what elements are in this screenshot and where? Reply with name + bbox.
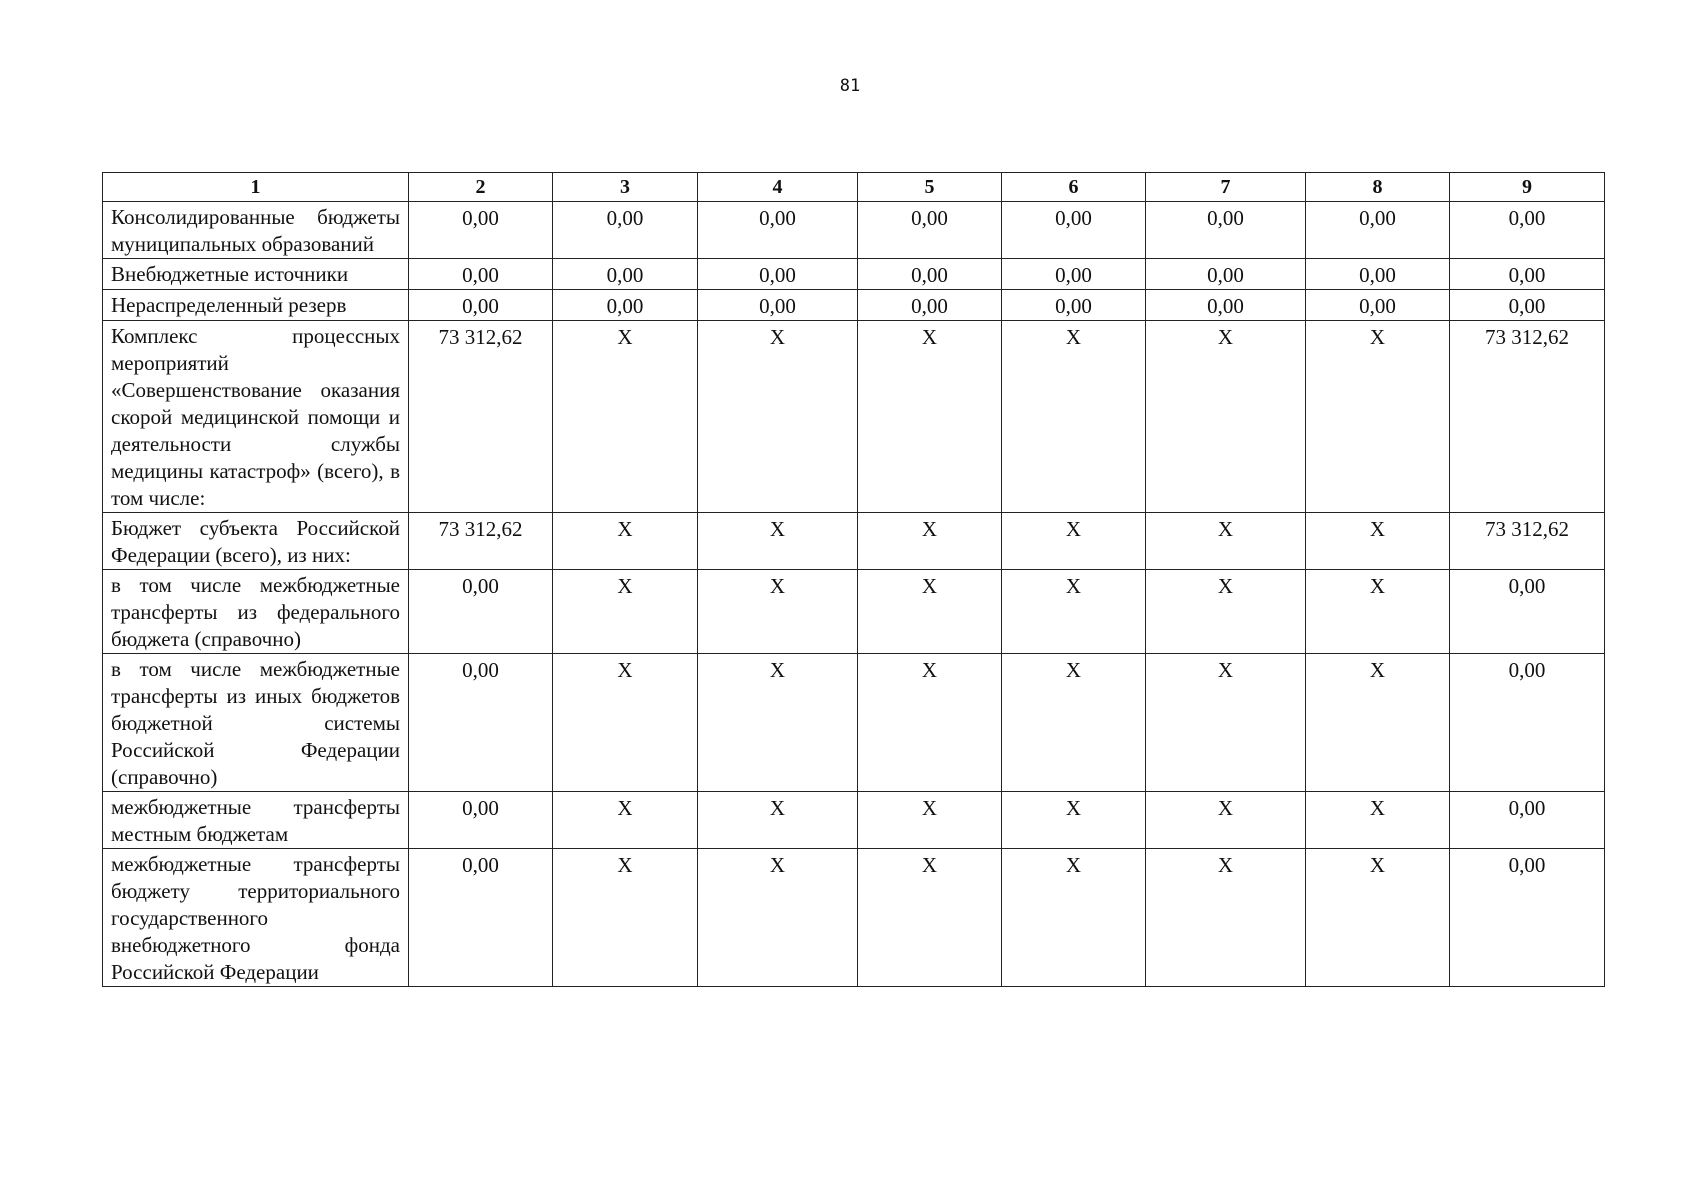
row-label: Нераспределенный резерв — [103, 290, 409, 321]
table-cell: 0,00 — [1450, 259, 1605, 290]
table-cell: X — [553, 654, 698, 792]
table-cell: X — [1306, 654, 1450, 792]
table-row — [103, 849, 1605, 987]
table-cell: X — [1002, 792, 1146, 849]
table-cell: X — [698, 321, 858, 513]
table-cell: X — [1306, 792, 1450, 849]
table-cell: X — [1002, 849, 1146, 987]
table-cell: X — [1002, 321, 1146, 513]
table-row — [103, 792, 1605, 849]
table-cell: 0,00 — [1450, 202, 1605, 259]
row-label: Консолидированные бюджеты муниципальных образований — [103, 202, 409, 259]
table-cell: 0,00 — [409, 202, 553, 259]
column-header: 8 — [1306, 173, 1450, 202]
table-cell: X — [553, 849, 698, 987]
column-header: 6 — [1002, 173, 1146, 202]
table-cell: 0,00 — [858, 290, 1002, 321]
table-cell: 0,00 — [698, 259, 858, 290]
table-cell: 0,00 — [1002, 290, 1146, 321]
table-cell: X — [858, 570, 1002, 654]
table-row — [103, 654, 1605, 792]
table-cell: X — [698, 570, 858, 654]
row-label: Внебюджетные источники — [103, 259, 409, 290]
table-cell: X — [858, 321, 1002, 513]
table-cell: X — [698, 654, 858, 792]
table-cell: X — [1306, 849, 1450, 987]
column-header: 9 — [1450, 173, 1605, 202]
table-cell: X — [1306, 513, 1450, 570]
row-label: в том числе межбюджетные трансферты из иных бюджетов бюджетной системы Российской Федерации (справочно) — [103, 654, 409, 792]
table-cell: X — [1146, 654, 1306, 792]
table-cell: 0,00 — [1450, 792, 1605, 849]
table-cell: 0,00 — [409, 290, 553, 321]
column-header: 7 — [1146, 173, 1306, 202]
column-header: 5 — [858, 173, 1002, 202]
table-cell: 0,00 — [553, 290, 698, 321]
table-row — [103, 513, 1605, 570]
table-cell: X — [553, 570, 698, 654]
table-cell: 73 312,62 — [1450, 513, 1605, 570]
table-cell: 0,00 — [553, 259, 698, 290]
row-label: межбюджетные трансферты местным бюджетам — [103, 792, 409, 849]
table-cell: 0,00 — [1306, 290, 1450, 321]
table-cell: 0,00 — [553, 202, 698, 259]
table-cell: 73 312,62 — [409, 513, 553, 570]
table-cell: X — [1002, 513, 1146, 570]
table-cell: 0,00 — [1002, 259, 1146, 290]
table-row — [103, 321, 1605, 513]
table-cell: X — [1306, 570, 1450, 654]
table-cell: X — [698, 513, 858, 570]
table-cell: X — [553, 321, 698, 513]
table-row — [103, 202, 1605, 259]
table-row — [103, 570, 1605, 654]
table-cell: 0,00 — [698, 202, 858, 259]
table-cell: X — [698, 849, 858, 987]
table-cell: X — [1002, 654, 1146, 792]
table-cell: 0,00 — [409, 654, 553, 792]
row-label: в том числе межбюджетные трансферты из федерального бюджета (справочно) — [103, 570, 409, 654]
column-header: 1 — [103, 173, 409, 202]
table-cell: 0,00 — [1450, 570, 1605, 654]
row-label: Бюджет субъекта Российской Федерации (всего), из них: — [103, 513, 409, 570]
table-cell: 0,00 — [858, 259, 1002, 290]
table-cell: 0,00 — [1306, 259, 1450, 290]
table-cell: X — [698, 792, 858, 849]
table-cell: 0,00 — [409, 570, 553, 654]
table-cell: 0,00 — [1450, 654, 1605, 792]
table-cell: 0,00 — [409, 259, 553, 290]
table-cell: X — [1146, 792, 1306, 849]
column-header: 2 — [409, 173, 553, 202]
table-cell: X — [1002, 570, 1146, 654]
column-header: 4 — [698, 173, 858, 202]
table-cell: 0,00 — [1450, 290, 1605, 321]
table-cell: 0,00 — [1146, 290, 1306, 321]
budget-table — [102, 172, 1605, 987]
table-row — [103, 259, 1605, 290]
row-label: межбюджетные трансферты бюджету территориального государственного внебюджетного фонда Российской Федерации — [103, 849, 409, 987]
table-cell: 0,00 — [409, 792, 553, 849]
table-cell: 0,00 — [1146, 259, 1306, 290]
table-cell: 0,00 — [698, 290, 858, 321]
table-cell: 0,00 — [1306, 202, 1450, 259]
header-row — [103, 173, 1605, 202]
table-cell: X — [1146, 849, 1306, 987]
table-row — [103, 290, 1605, 321]
table-cell: X — [553, 513, 698, 570]
table-cell: 0,00 — [858, 202, 1002, 259]
table-cell: 0,00 — [1002, 202, 1146, 259]
table-cell: X — [1146, 513, 1306, 570]
table-cell: 0,00 — [1146, 202, 1306, 259]
table-cell: X — [1306, 321, 1450, 513]
table-cell: X — [858, 654, 1002, 792]
table-cell: 0,00 — [1450, 849, 1605, 987]
table-cell: X — [858, 513, 1002, 570]
row-label: Комплекс процессных мероприятий «Совершенствование оказания скорой медицинской помощи и деятельности службы медицины катастроф» (всего), в том числе: — [103, 321, 409, 513]
table-cell: X — [1146, 570, 1306, 654]
table-cell: X — [858, 849, 1002, 987]
table-cell: 73 312,62 — [1450, 321, 1605, 513]
table-cell: X — [858, 792, 1002, 849]
table-cell: 73 312,62 — [409, 321, 553, 513]
table-cell: 0,00 — [409, 849, 553, 987]
table-cell: X — [553, 792, 698, 849]
column-header: 3 — [553, 173, 698, 202]
table-cell: X — [1146, 321, 1306, 513]
page-number: 81 — [839, 76, 861, 96]
